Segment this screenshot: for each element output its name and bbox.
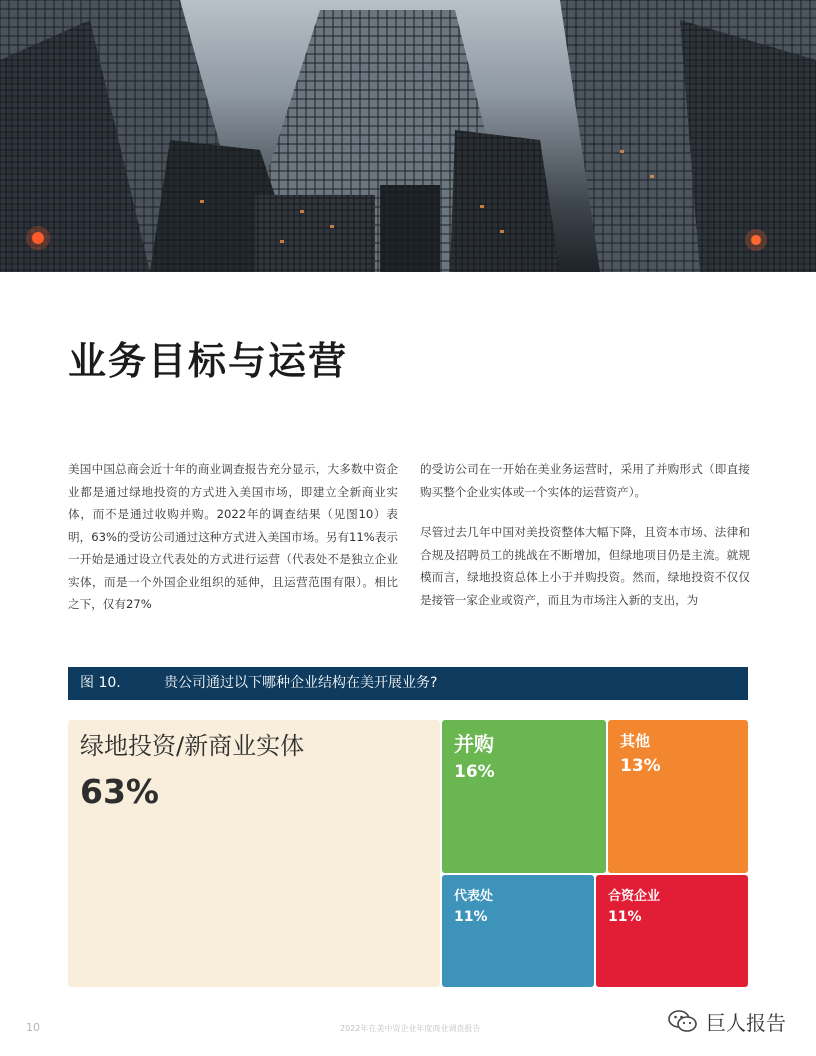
- tile-value: 16%: [454, 762, 495, 782]
- body-column-right: [420, 458, 750, 629]
- paragraph: 的受访公司在一开始在美业务运营时，采用了并购形式（即直接购买整个企业实体或一个实体的运营资产）。: [420, 462, 750, 499]
- treemap-tile-joint-venture: [596, 875, 748, 987]
- page-number: 10: [26, 1021, 40, 1034]
- paragraph: 美国中国总商会近十年的商业调查报告充分显示，大多数中资企业都是通过绿地投资的方式进入美国市场，即建立全新商业实体，而不是通过收购并购。2022年的调查结果（见图10）表明，63%的受访公司通过这种方式进入美国市场。另有11%表示一开始是通过设立代表处的方式进行运营（代表处不是独立企业实体，而是一个外国企业组织的延伸，且运营范围有限）。相比之下，仅有27%: [68, 462, 398, 611]
- treemap-tile-other: [608, 720, 748, 873]
- tile-label: 代表处: [454, 889, 494, 904]
- treemap-tile-ma: [442, 720, 606, 873]
- figure-banner: [68, 667, 748, 700]
- account-name: 巨人报告: [706, 1011, 786, 1035]
- figure-title: 贵公司通过以下哪种企业结构在美开展业务?: [164, 675, 438, 691]
- tile-value: 11%: [454, 909, 488, 925]
- tile-value: 13%: [620, 756, 661, 776]
- tile-label: 合资企业: [608, 889, 661, 904]
- treemap-tile-greenfield: [68, 720, 440, 987]
- wechat-account[interactable]: [668, 1005, 804, 1037]
- tile-value: 63%: [80, 772, 159, 811]
- figure-number: 图 10.: [80, 675, 121, 691]
- page-title: 业务目标与运营: [68, 339, 349, 383]
- tile-label: 其他: [620, 732, 651, 750]
- skyscrapers-photo: [0, 0, 816, 272]
- footer-report-name: 2022年在美中资企业年度商业调查报告: [340, 1024, 481, 1033]
- hero-image: [0, 0, 816, 272]
- treemap-tile-rep-office: [442, 875, 594, 987]
- tile-value: 11%: [608, 909, 642, 925]
- tile-label: 并购: [454, 732, 494, 756]
- tile-label: 绿地投资/新商业实体: [80, 732, 305, 760]
- body-column-left: [68, 458, 398, 634]
- paragraph: 尽管过去几年中国对美投资整体大幅下降，且资本市场、法律和合规及招聘员工的挑战在不断增加，但绿地项目仍是主流。就规模而言，绿地投资总体上小于并购投资。然而，绿地投资不仅仅是接管一家企业或资产，而且为市场注入新的支出，为: [420, 525, 750, 607]
- wechat-icon: [668, 1009, 698, 1033]
